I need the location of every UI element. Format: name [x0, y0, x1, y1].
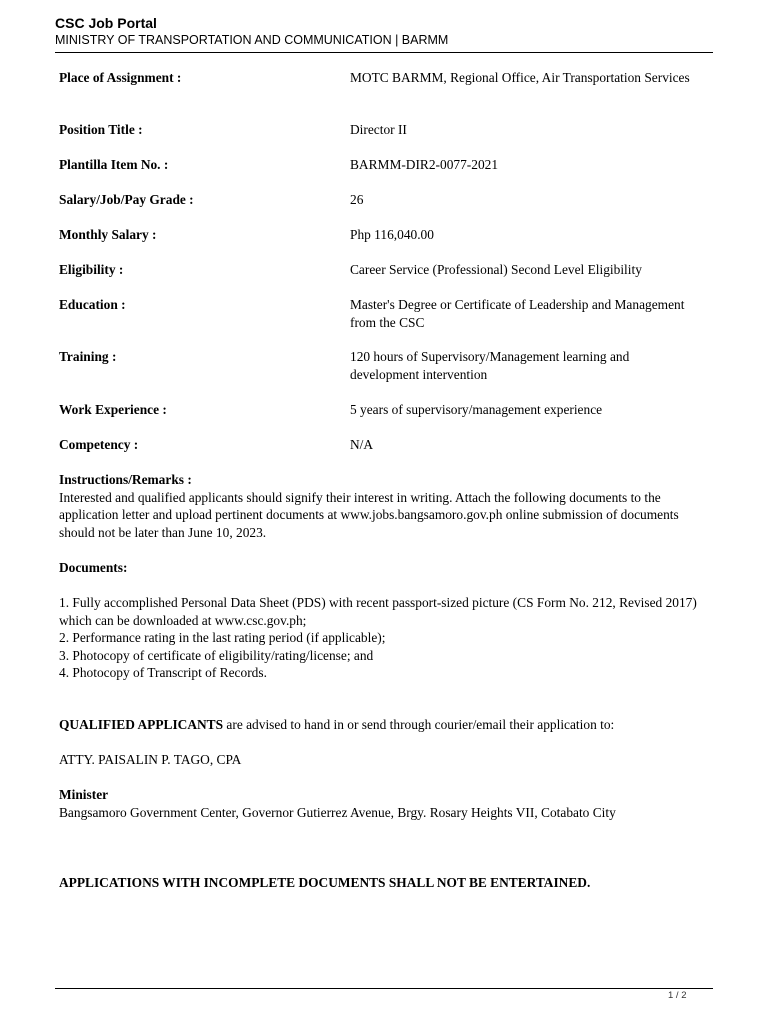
field-label: Position Title :	[59, 122, 143, 137]
instructions-text: Interested and qualified applicants should signify their interest in writing. Attach the following documents to the application letter and upload pertinent documents at www.jobs.bangsamoro.gov.ph online submission of documents should not be later than June 10, 2023.	[59, 489, 679, 540]
field-value: 26	[350, 192, 364, 207]
recipient-section	[59, 786, 704, 821]
documents-heading: Documents:	[59, 560, 128, 575]
document-item: 3. Photocopy of certificate of eligibility/rating/license; and	[59, 647, 374, 663]
qualified-applicants-note	[59, 716, 704, 734]
field-label: Place of Assignment :	[59, 70, 182, 85]
field-value: Career Service (Professional) Second Level Eligibility	[350, 262, 642, 277]
field-label: Plantilla Item No. :	[59, 157, 169, 172]
document-item: 2. Performance rating in the last rating period (if applicable);	[59, 630, 386, 645]
field-value: N/A	[350, 437, 374, 452]
field-value: MOTC BARMM, Regional Office, Air Transportation Services	[350, 70, 690, 85]
document-item: 4. Photocopy of Transcript of Records.	[59, 665, 267, 680]
document-header	[55, 15, 713, 48]
field-value: 5 years of supervisory/management experience	[350, 402, 603, 417]
footer-divider	[55, 988, 713, 989]
field-label: Education :	[59, 297, 126, 312]
recipient-title: Minister	[59, 787, 109, 802]
qualified-applicants-text: are advised to hand in or send through courier/email their application to:	[223, 717, 615, 732]
portal-title: CSC Job Portal	[55, 15, 157, 31]
ministry-name: MINISTRY OF TRANSPORTATION AND COMMUNICATION | BARMM	[55, 33, 449, 47]
documents-section	[59, 559, 704, 682]
field-value: Php 116,040.00	[350, 227, 434, 242]
field-label: Competency :	[59, 437, 139, 452]
field-label: Work Experience :	[59, 402, 167, 417]
page-number: 1 / 2	[668, 990, 687, 1001]
instructions-heading: Instructions/Remarks :	[59, 472, 192, 487]
document-item: 1. Fully accomplished Personal Data Sheet (PDS) with recent passport-sized picture (CS Form No. 212, Revised 2017) which can be downloaded at www.csc.gov.ph;	[59, 595, 697, 628]
recipient-name: ATTY. PAISALIN P. TAGO, CPA	[59, 752, 242, 767]
instructions-section	[59, 471, 704, 541]
field-value: 120 hours of Supervisory/Management learning and development intervention	[350, 349, 630, 382]
field-value: Director II	[350, 122, 407, 137]
header-divider	[55, 52, 713, 53]
recipient-address: Bangsamoro Government Center, Governor Gutierrez Avenue, Brgy. Rosary Heights VII, Cotabato City	[59, 804, 616, 820]
field-label: Training :	[59, 349, 117, 364]
field-label: Salary/Job/Pay Grade :	[59, 192, 194, 207]
field-label: Eligibility :	[59, 262, 124, 277]
incomplete-documents-warning: APPLICATIONS WITH INCOMPLETE DOCUMENTS SHALL NOT BE ENTERTAINED.	[59, 875, 591, 890]
qualified-applicants-emphasis: QUALIFIED APPLICANTS	[59, 717, 224, 732]
field-value: BARMM-DIR2-0077-2021	[350, 157, 499, 172]
field-value: Master's Degree or Certificate of Leadership and Management from the CSC	[350, 297, 685, 330]
field-label: Monthly Salary :	[59, 227, 157, 242]
